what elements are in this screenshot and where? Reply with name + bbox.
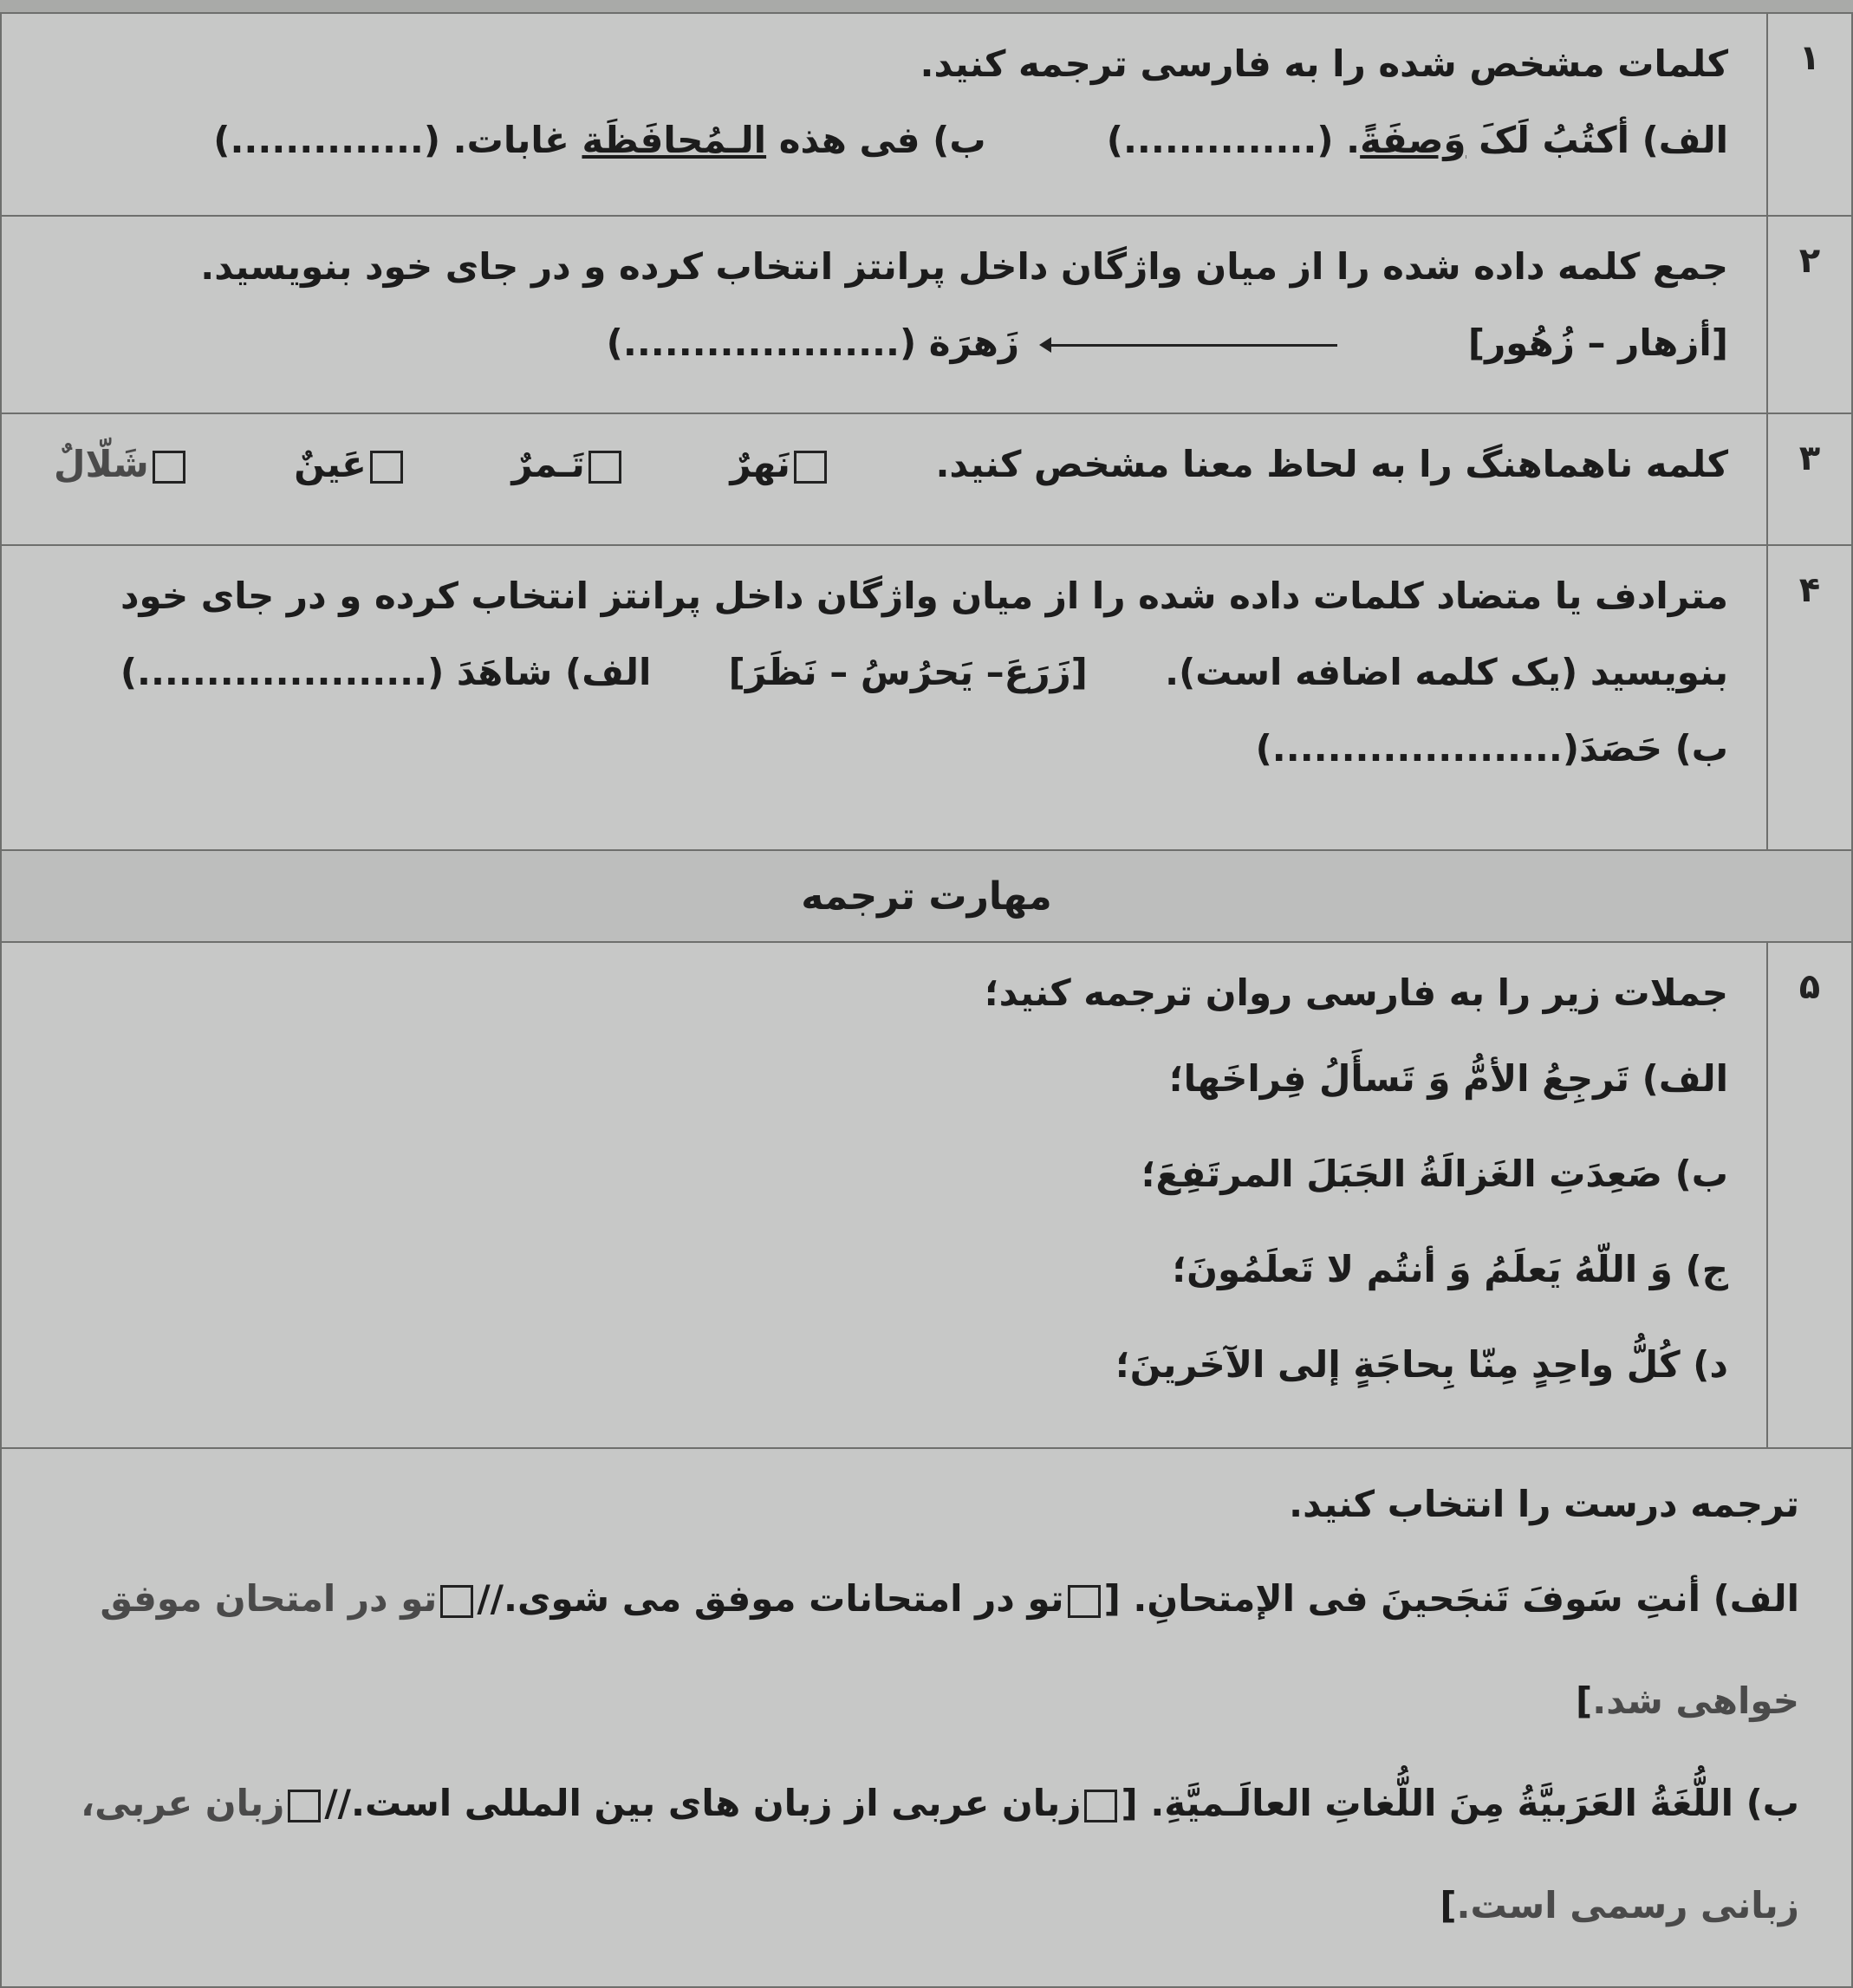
- item-a-underlined-word: وَصفَةً: [1360, 119, 1466, 161]
- item-b-label: ب): [1674, 727, 1728, 770]
- question-6-row: [1, 1448, 1852, 1987]
- question-2-exercise: [54, 305, 1728, 381]
- item-b-option-1[interactable]: زبان عربی از زبان های بین المللی است.//: [324, 1782, 1082, 1824]
- item-a-word: شاهَدَ: [456, 651, 553, 693]
- question-3-line: [54, 426, 1728, 503]
- item-b: [54, 1752, 1799, 1957]
- choices: [زَرَعَ– یَحرُسُ – نَظَرَ]: [728, 651, 1088, 693]
- question-3-title: کلمه ناهماهنگ را به لحاظ معنا مشخص کنید.: [935, 443, 1728, 485]
- question-number: ۱: [1767, 13, 1852, 216]
- question-number: ۳: [1767, 413, 1852, 545]
- option-label: تَـمرٌ: [511, 443, 585, 485]
- question-1-row: [1, 13, 1852, 216]
- item-b-answer-blank[interactable]: (..............): [213, 119, 441, 161]
- question-3-body: [1, 413, 1767, 545]
- item-b-label: ب): [1746, 1782, 1799, 1824]
- item-a-answer-blank[interactable]: (..............): [1106, 119, 1334, 161]
- item-b-text-end: غابات.: [452, 119, 582, 161]
- question-2-body: [1, 216, 1767, 413]
- checkbox-icon[interactable]: [1068, 1585, 1101, 1618]
- item-a: [54, 1548, 1799, 1752]
- option-label: عَینٌ: [294, 443, 367, 485]
- question-2-row: [1, 216, 1852, 413]
- item-b-sentence: اللُّغَةُ العَرَبیَّةُ مِنَ اللُّغاتِ العالَـمیَّةِ.: [1150, 1782, 1733, 1824]
- top-strip: [0, 0, 1853, 12]
- option-label: نَهرٌ: [730, 443, 790, 485]
- question-4-line-2: [54, 634, 1728, 711]
- exam-table: [0, 12, 1853, 1988]
- item-b-answer-blank[interactable]: (.....................): [1255, 727, 1580, 770]
- choices: [أزهار – زُهُور]: [1467, 322, 1728, 364]
- option-4[interactable]: [54, 426, 189, 503]
- option-label: شَلّالٌ: [54, 443, 149, 485]
- option-1[interactable]: [730, 426, 830, 503]
- given-word: زَهرَة: [928, 322, 1020, 364]
- item-a-option-1[interactable]: تو در امتحانات موفق می شوی.//: [477, 1577, 1064, 1620]
- answer-blank[interactable]: (....................): [606, 322, 917, 364]
- question-6-body: [1, 1448, 1852, 1987]
- option-2[interactable]: [511, 426, 624, 503]
- checkbox-icon[interactable]: [588, 451, 621, 484]
- question-5-title: جملات زیر را به فارسی روان ترجمه کنید؛: [984, 971, 1728, 1014]
- question-6-title: ترجمه درست را انتخاب کنید.: [1289, 1483, 1799, 1525]
- item-a-label: الف): [1642, 119, 1728, 161]
- question-5-row: [1, 942, 1852, 1448]
- sentence-a: الف) تَرجِعُ الأمُّ وَ تَسأَلُ فِراخَها؛: [1168, 1057, 1728, 1100]
- question-4-line-3: [54, 711, 1728, 787]
- item-a-label: الف): [565, 651, 652, 693]
- checkbox-icon[interactable]: [1084, 1790, 1117, 1822]
- item-a-label: الف): [1713, 1577, 1799, 1620]
- sentence-d: د) کُلُّ واحِدٍ مِنّا بِحاجَةٍ إلی الآخَرینَ؛: [1115, 1343, 1728, 1386]
- item-a-end: .: [1346, 119, 1361, 161]
- section-header-row: [1, 850, 1852, 942]
- checkbox-icon[interactable]: [288, 1790, 321, 1822]
- bracket-close: ]: [1440, 1884, 1457, 1926]
- item-a-answer-blank[interactable]: (.....................): [120, 651, 445, 693]
- question-4-row: [1, 545, 1852, 850]
- checkbox-icon[interactable]: [794, 451, 827, 484]
- sentence-b: ب) صَعِدَتِ الغَزالَةُ الجَبَلَ المرتَفِعَ؛: [1141, 1153, 1728, 1195]
- section-title: مهارت ترجمه: [1, 850, 1852, 942]
- question-number: ۲: [1767, 216, 1852, 413]
- item-b-underlined-word: الـمُحافَظَة: [582, 119, 767, 161]
- question-4-body: [1, 545, 1767, 850]
- checkbox-icon[interactable]: [153, 451, 185, 484]
- item-b-word: حَصَدَ: [1579, 727, 1662, 770]
- question-1-items: [54, 102, 1728, 179]
- question-1-title: کلمات مشخص شده را به فارسی ترجمه کنید.: [920, 42, 1728, 85]
- bracket-open: [: [1121, 1782, 1138, 1824]
- item-b-label: ب): [933, 119, 986, 161]
- checkbox-icon[interactable]: [370, 451, 403, 484]
- question-number: ۵: [1767, 942, 1852, 1448]
- question-5-body: [1, 942, 1767, 1448]
- item-a-option-2[interactable]: تو در امتحان موفق خواهی شد.: [100, 1577, 1799, 1722]
- item-b-option-2[interactable]: زبان عربی، زبانی رسمی است.: [81, 1782, 1799, 1926]
- item-a-sentence: أنتِ سَوفَ تَنجَحینَ فی الإمتحانِ.: [1133, 1577, 1700, 1620]
- option-3[interactable]: [294, 426, 406, 503]
- question-4-title-end: بنویسید (یک کلمه اضافه است).: [1165, 651, 1728, 693]
- question-3-row: [1, 413, 1852, 545]
- arrow-icon: [1043, 344, 1337, 347]
- item-b-text: فی هذه: [766, 119, 920, 161]
- sentence-c: ج) وَ اللّهُ یَعلَمُ وَ أنتُم لا تَعلَمُونَ؛: [1172, 1248, 1728, 1290]
- question-1-body: [1, 13, 1767, 216]
- question-2-title: جمع کلمه داده شده را از میان واژگان داخل پرانتز انتخاب کرده و در جای خود بنویسید.: [200, 245, 1728, 288]
- question-4-title: مترادف یا متضاد کلمات داده شده را از میان واژگان داخل پرانتز انتخاب کرده و در جای خود: [120, 575, 1728, 617]
- question-number: ۴: [1767, 545, 1852, 850]
- bracket-close: ]: [1576, 1679, 1593, 1722]
- bracket-open: [: [1103, 1577, 1121, 1620]
- item-a-text: أکتُبُ لَکَ: [1466, 119, 1629, 161]
- checkbox-icon[interactable]: [440, 1585, 473, 1618]
